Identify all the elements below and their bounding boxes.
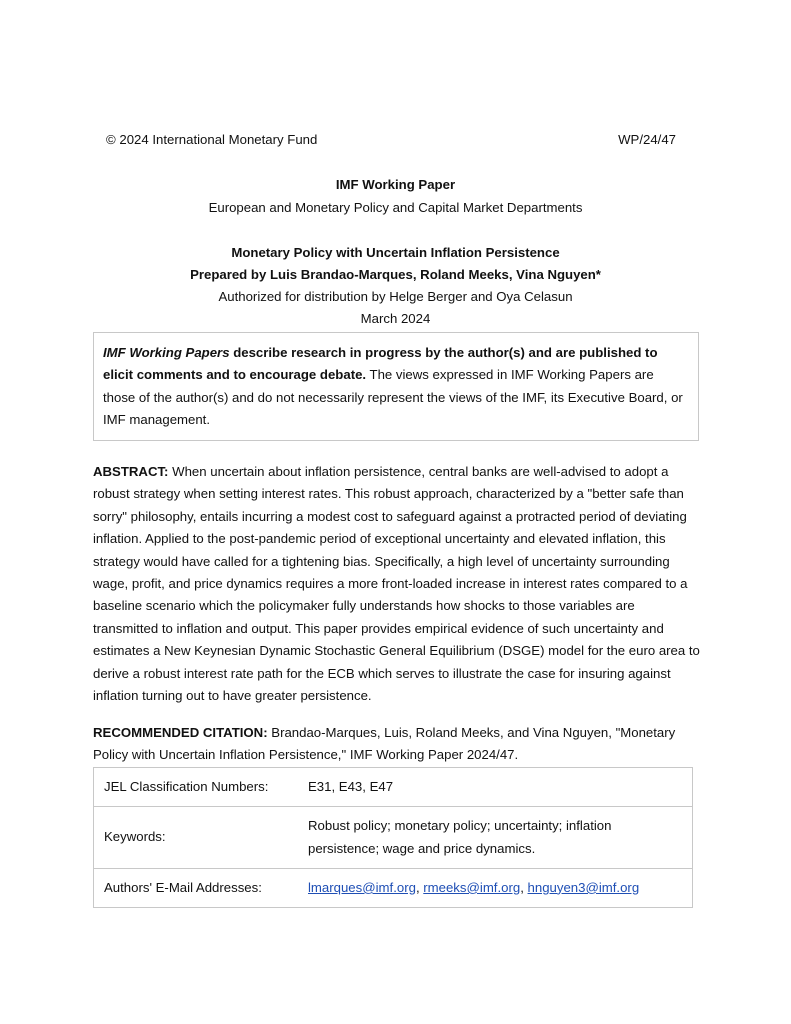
paper-number: WP/24/47 [618, 132, 676, 147]
paper-title: Monetary Policy with Uncertain Inflation Persistence [231, 245, 560, 260]
table-row-emails [94, 869, 693, 908]
emails-label: Authors' E-Mail Addresses: [94, 869, 299, 908]
authorization-line: Authorized for distribution by Helge Berger and Oya Celasun [218, 289, 573, 304]
table-row-jel [94, 768, 693, 807]
abstract-section [93, 461, 701, 707]
abstract-label: ABSTRACT: [93, 464, 169, 479]
jel-value: E31, E43, E47 [298, 768, 693, 807]
citation-label: RECOMMENDED CITATION: [93, 725, 268, 740]
disclaimer-box [93, 332, 699, 441]
departments-line: European and Monetary Policy and Capital Market Departments [208, 200, 583, 215]
email-separator: , [415, 879, 424, 895]
abstract-text: When uncertain about inflation persistence, central banks are well-advised to adopt a robust strategy when setting interest rates. This robust approach, characterized by a "better safe than sorry" philosophy, entails incurring a modest cost to safeguard against a protracted period of deviating inflation. Applied to the post-pandemic period of exceptional uncertainty and elevated inflation, this strategy would have called for a tightening bias. Specifically, a high level of uncertainty surrounding wage, profit, and price dynamics requires a more front-loaded increase in interest rates compared to a baseline scenario which the policymaker fully understands how shocks to those variables are transmitted to inflation and output. This paper provides empirical evidence of such uncertainty and estimates a New Keynesian Dynamic Stochastic General Equilibrium (DSGE) model for the euro area to derive a robust interest rate path for the ECB which serves to illustrate the case for insuring against inflation turning out to have greater persistence. [93, 464, 700, 704]
email-link-meeks[interactable]: rmeeks@imf.org [423, 879, 521, 895]
citation-section [93, 722, 701, 767]
metadata-table [93, 767, 693, 908]
email-separator: , [520, 879, 528, 895]
disclaimer-plain-text: The views expressed in IMF Working Papers are those of the author(s) and do not necessarily represent the views of the IMF, its Executive Board, or IMF management. [103, 367, 683, 428]
table-row-keywords [94, 807, 693, 869]
keywords-value: Robust policy; monetary policy; uncertainty; inflation persistence; wage and price dynamics. [298, 807, 693, 869]
header-row [106, 132, 676, 147]
disclaimer-bold-text: describe research in progress by the author(s) and are published to elicit comments and to encourage debate. [103, 345, 658, 383]
copyright-text: © 2024 International Monetary Fund [106, 132, 318, 147]
emails-value [298, 869, 693, 908]
email-link-nguyen[interactable]: hnguyen3@imf.org [527, 879, 640, 895]
disclaimer-italic-lead: IMF Working Papers [103, 345, 230, 360]
series-title: IMF Working Paper [335, 177, 456, 192]
citation-text: Brandao-Marques, Luis, Roland Meeks, and Vina Nguyen, "Monetary Policy with Uncertain Inflation Persistence," IMF Working Paper 2024/47. [93, 725, 676, 763]
email-link-marques[interactable]: lmarques@imf.org [308, 879, 416, 895]
date-line: March 2024 [360, 311, 431, 326]
jel-label: JEL Classification Numbers: [94, 768, 299, 807]
authors-line: Prepared by Luis Brandao-Marques, Roland Meeks, Vina Nguyen* [190, 267, 601, 282]
keywords-label: Keywords: [94, 807, 299, 869]
